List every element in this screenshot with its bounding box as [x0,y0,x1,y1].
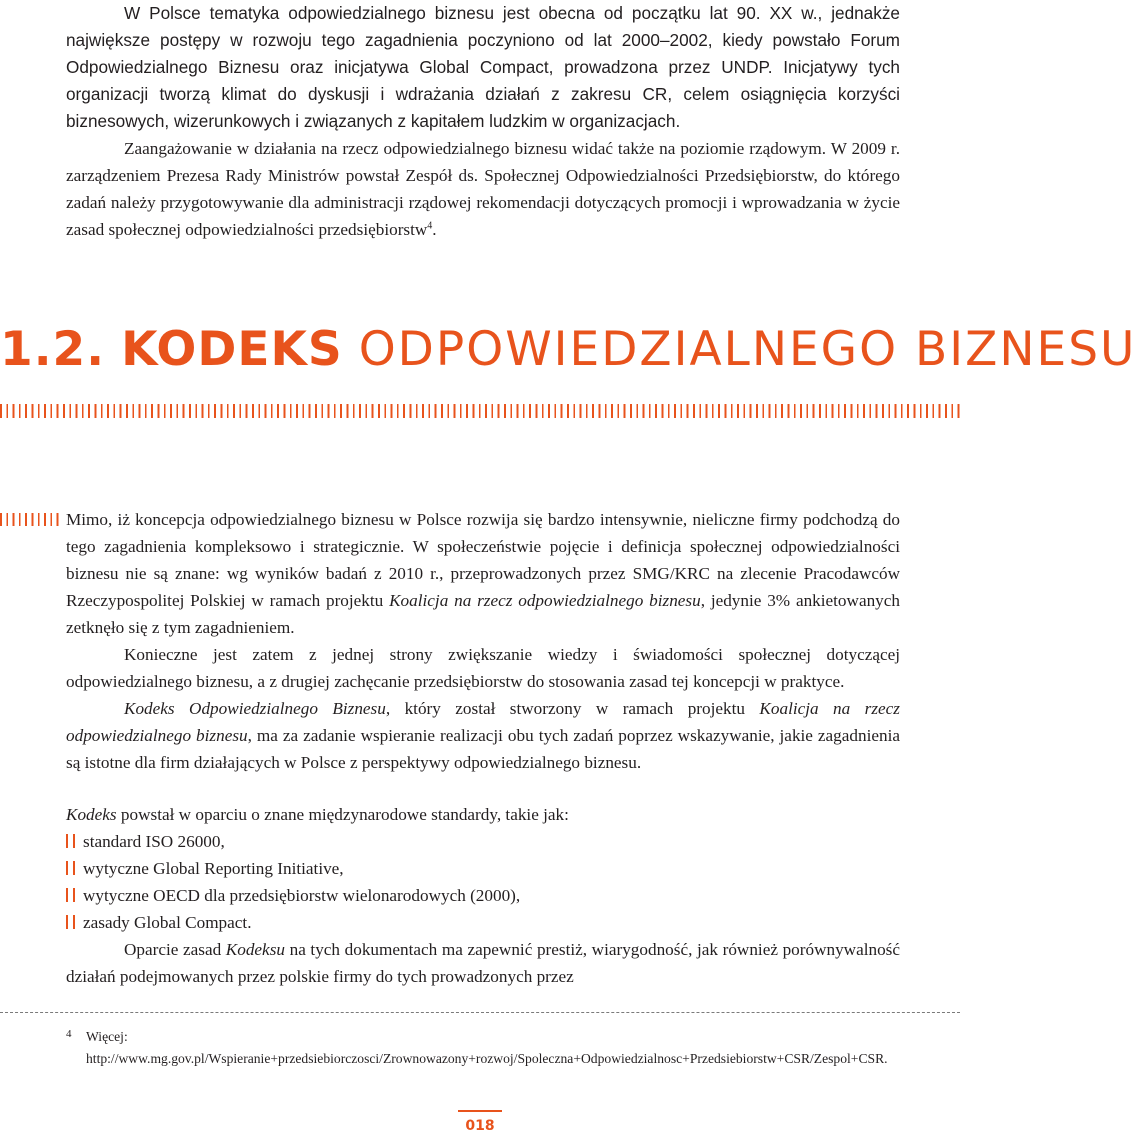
paragraph-awareness-b: , jedynie 3% ankietowanych zetknęło się z tym zagadnieniem. [66,591,900,637]
list-item-text: zasady Global Compact. [83,913,252,932]
paragraph-code-purpose [66,695,900,776]
footnote-number: 4 [66,1028,72,1040]
paragraph-government [66,135,900,243]
paragraph-awareness [66,506,900,641]
list-item [66,828,900,855]
project-name-italic: Koalicja na rzecz odpowiedzialnego biznesu [389,591,701,610]
paragraph-government-text: Zaangażowanie w działania na rzecz odpowiedzialnego biznesu widać także na poziomie rządowym. W 2009 r. zarządzeniem Prezesa Rady Ministrów powstał Zespół ds. Społecznej Odpowiedzialności Przedsiębiorstw, do którego zadań należy przygotowywanie dla administracji rządowej rekomendacji dotyczących promocji i wprowadzania w życie zasad społecznej odpowiedzialności przedsiębiorstw [66,139,900,239]
bullet-bars-icon [66,888,75,902]
bullet-bars-icon [66,861,75,875]
list-item-text: wytyczne Global Reporting Initiative, [83,859,344,878]
list-item-text: standard ISO 26000, [83,832,225,851]
standards-lead-text: powstał w oparciu o znane międzynarodowe standardy, takie jak: [116,805,569,824]
paragraph-closing [66,936,900,990]
paragraph-closing-a: Oparcie zasad [124,940,226,959]
page-number: 018 [458,1110,502,1134]
paragraph-closing-b: na tych dokumentach ma zapewnić prestiż, wiarygodność, jak również porównywalność działań podejmowanych przez polskie firmy do tych prowadzonych przez [66,940,900,986]
footnote-ref[interactable]: 4 [427,220,433,232]
paragraph-awareness-a: Mimo, iż koncepcja odpowiedzialnego biznesu w Polsce rozwija się bardzo intensywnie, nieliczne firmy podchodzą do tego zagadnienia kompleksowo i strategicznie. W społeczeństwie pojęcie i definicja społecznej odpowiedzialności biznesu nie są znane: wg wyników badań z 2010 r., przeprowadzonych przez SMG/KRC na zlecenie Pracodawców Rzeczypospolitej Polskiej w ramach projektu [66,510,900,610]
paragraph-code-purpose-b: , ma za zadanie wspieranie realizacji obu tych zadań poprzez wskazywanie, jakie zagadnienia są istotne dla firm działających w Polsce z perspektywy odpowiedzialnego biznesu. [66,726,900,772]
footnote-divider [0,1012,960,1013]
footnote [66,1026,906,1070]
paragraph-code-purpose-a: , który został stworzony w ramach projektu [385,699,760,718]
heading-bold-word: KODEKS [121,322,343,377]
paragraph-history: W Polsce tematyka odpowiedzialnego biznesu jest obecna od początku lat 90. XX w., jednakże największe postępy w rozwoju tego zagadnienia poczyniono od lat 2000–2002, kiedy powstało Forum Odpowiedzialnego Biznesu oraz inicjatywa Global Compact, prowadzona przez UNDP. Inicjatywy tych organizacji tworzą klimat do dyskusji i wdrażania działań z zakresu CR, celem osiągnięcia korzyści biznesowych, wizerunkowych i związanych z kapitałem ludzkim w organizacjach. [66,3,900,131]
list-item [66,882,900,909]
kodeks-italic: Kodeks [66,805,117,824]
list-item-text: wytyczne OECD dla przedsiębiorstw wielonarodowych (2000), [83,886,521,905]
heading-number: 1.2. [0,322,106,377]
paragraph-necessity: Konieczne jest zatem z jednej strony zwiększanie wiedzy i świadomości społecznej dotyczącej odpowiedzialnego biznesu, a z drugiej zachęcanie przedsiębiorstw do stosowania zasad tej koncepcji w praktyce. [66,645,900,691]
bullet-bars-icon [66,834,75,848]
footnote-text[interactable]: Więcej: http://www.mg.gov.pl/Wspieranie+przedsiebiorczosci/Zrownowazony+rozwoj/Spoleczna+Odpowiedzialnosc+Przedsiebiorstw+CSR/Zespol+CSR. [86,1029,888,1066]
standards-lead [66,801,900,828]
code-intro-section [66,506,900,776]
section-heading [0,320,1136,380]
paragraph-government-end: . [432,220,437,239]
paragraph-stripe-marker [0,513,60,526]
code-name-italic: Kodeks Odpowiedzialnego Biznesu [124,699,386,718]
heading-stripe-rule [0,404,960,418]
standards-section [66,801,900,990]
intro-section [66,0,900,243]
bullet-bars-icon [66,915,75,929]
list-item [66,909,900,936]
kodeksu-italic: Kodeksu [225,940,285,959]
project-name-italic-2: Koalicja na rzecz odpowiedzialnego biznesu [66,699,900,745]
heading-rest: ODPOWIEDZIALNEGO BIZNESU [358,322,1136,377]
list-item [66,855,900,882]
